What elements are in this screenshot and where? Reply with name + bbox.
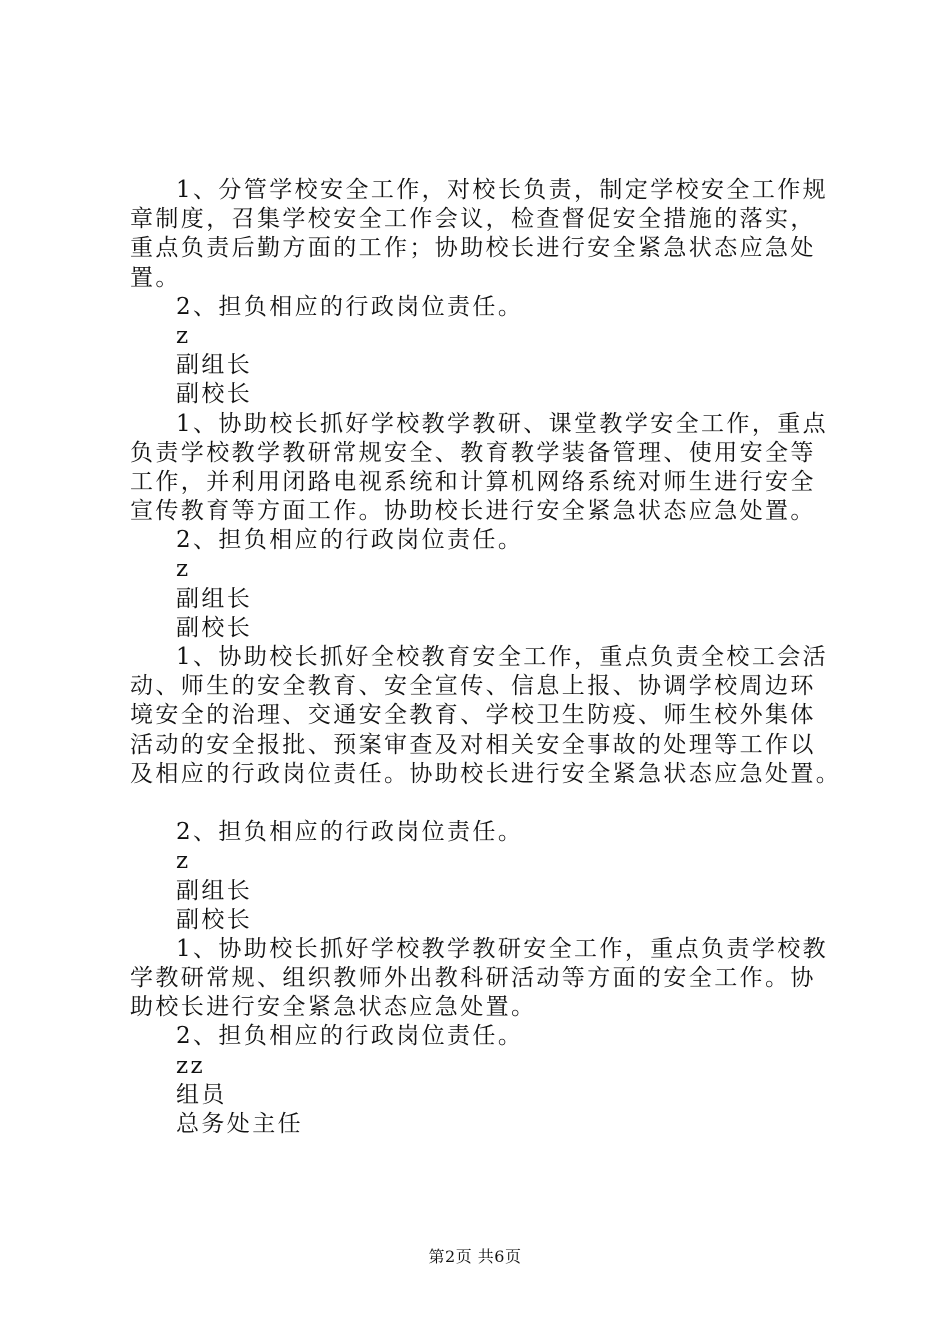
paragraph-3-line-2: 动、师生的安全教育、安全宣传、信息上报、协调学校周边环 [130,673,816,700]
position-label: 副校长 [176,906,253,933]
paragraph-1-line-3: 重点负责后勤方面的工作；协助校长进行安全紧急状态应急处 [130,235,816,262]
name-placeholder: z [176,556,191,583]
page-number-footer: 第2页 共6页 [428,1247,522,1266]
duty-item-2: 2、担负相应的行政岗位责任。 [176,527,524,554]
role-label: 副组长 [176,877,253,904]
name-placeholder: z [176,848,191,875]
position-label: 总务处主任 [176,1111,303,1137]
duty-item-2: 2、担负相应的行政岗位责任。 [176,293,524,320]
name-placeholder: zz [176,1052,206,1079]
paragraph-3-line-3: 境安全的治理、交通安全教育、学校卫生防疫、师生校外集体 [130,702,816,729]
paragraph-1-line-4: 置。 [130,264,181,291]
paragraph-4-line-3: 助校长进行安全紧急状态应急处置。 [130,994,537,1021]
paragraph-2-line-2: 负责学校教学教研常规安全、教育教学装备管理、使用安全等 [130,439,816,466]
position-label: 副校长 [176,614,253,641]
name-placeholder: z [176,322,191,349]
paragraph-1-line-2: 章制度，召集学校安全工作会议，检查督促安全措施的落实， [130,206,816,233]
document-body [130,176,850,1139]
paragraph-2-line-4: 宣传教育等方面工作。协助校长进行安全紧急状态应急处置。 [130,498,816,525]
paragraph-2-line-1: 1、协助校长抓好学校教学教研、课堂教学安全工作，重点 [176,410,829,437]
duty-item-2: 2、担负相应的行政岗位责任。 [176,1023,524,1050]
role-label: 组员 [176,1081,227,1108]
paragraph-4-line-1: 1、协助校长抓好学校教学教研安全工作，重点负责学校教 [176,935,829,962]
paragraph-3-line-4: 活动的安全报批、预案审查及对相关安全事故的处理等工作以 [130,731,816,758]
paragraph-4-line-2: 学教研常规、组织教师外出教科研活动等方面的安全工作。协 [130,965,816,992]
role-label: 副组长 [176,352,253,379]
role-label: 副组长 [176,585,253,612]
paragraph-2-line-3: 工作，并利用闭路电视系统和计算机网络系统对师生进行安全 [130,468,816,495]
blank-line [130,789,850,818]
paragraph-3-line-5: 及相应的行政岗位责任。协助校长进行安全紧急状态应急处置。 [130,760,842,787]
position-label: 副校长 [176,381,253,408]
duty-item-2: 2、担负相应的行政岗位责任。 [176,819,524,846]
paragraph-1-line-1: 1、分管学校安全工作，对校长负责，制定学校安全工作规 [176,177,829,203]
paragraph-3-line-1: 1、协助校长抓好全校教育安全工作，重点负责全校工会活 [176,644,829,670]
